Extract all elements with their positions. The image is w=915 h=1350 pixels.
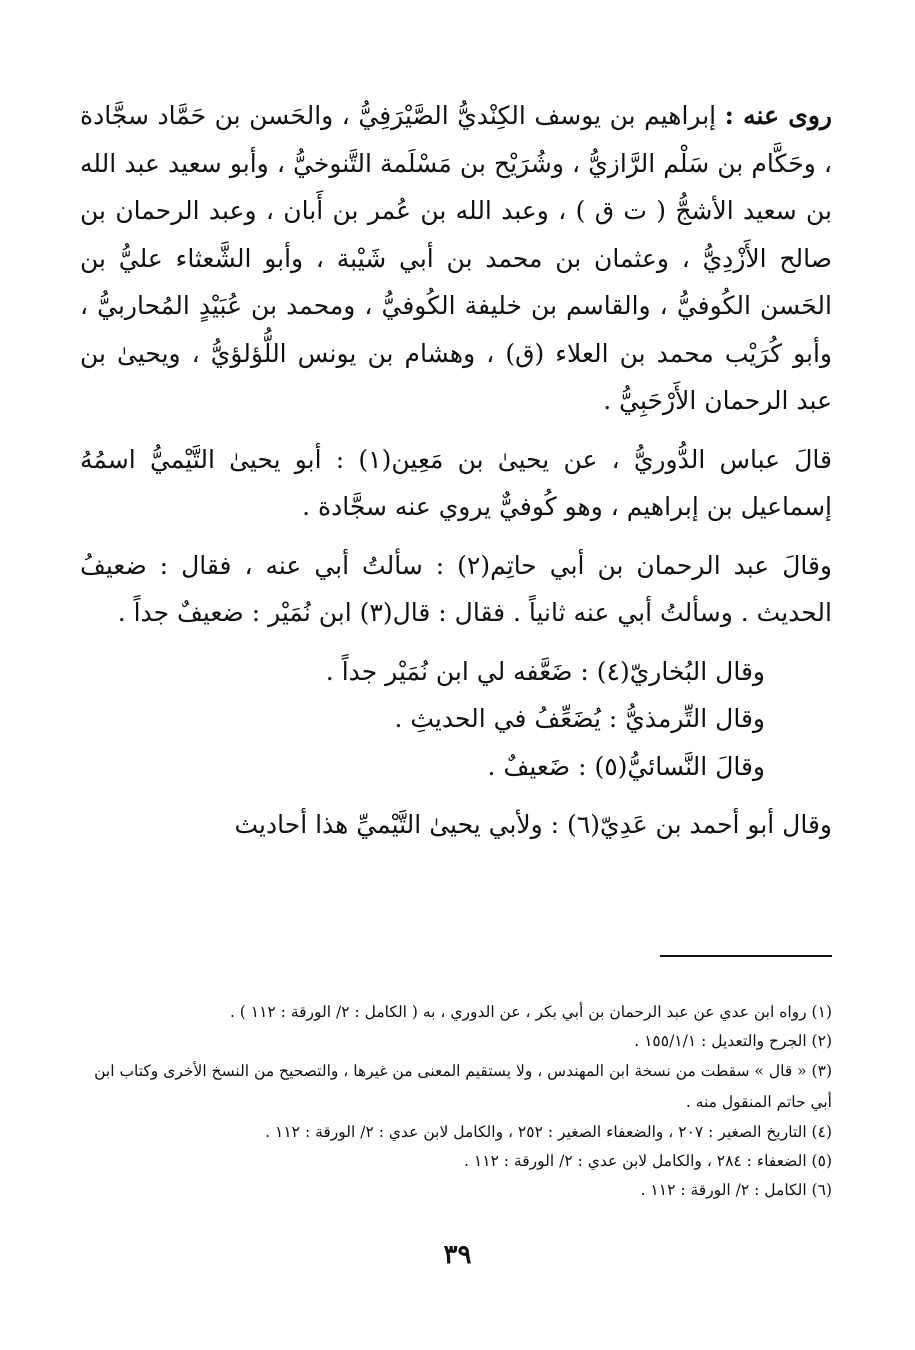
footnote-3: (٣) « قال » سقطت من نسخة ابن المهندس ، ولا يستقيم المعنى من غيرها ، والتصحيح من النسخ الأخرى وكتاب ابن أبي حاتم المنقول منه . <box>94 1062 832 1111</box>
tirmidhi-quote: وقال التِّرمذيُّ : يُضَعِّفُ في الحديثِ . <box>394 704 765 733</box>
footnote-6: (٦) الكامل : ٢/ الورقة : ١١٢ . <box>640 1181 832 1199</box>
footnote-4: (٤) التاريخ الصغير : ٢٠٧ ، والضعفاء الصغير : ٢٥٢ ، والكامل لابن عدي : ٢/ الورقة : ١١٢ . <box>265 1123 832 1141</box>
nasai-quote: وقالَ النَّسائيُّ(٥) : ضَعيفٌ . <box>487 751 765 781</box>
narrators-paragraph <box>80 92 832 425</box>
bukhari-quote: وقال البُخاريّ(٤) : ضَعَّفه لي ابن نُمَيْر جداً . <box>325 656 765 686</box>
ibn-adi-paragraph: وقال أبو أحمد بن عَدِيّ(٦) : ولأبي يحيىٰ التَّيْميِّ هذا أحاديث <box>234 810 832 839</box>
footnote-separator <box>660 955 832 957</box>
page-number: ٣٩ <box>443 1240 472 1270</box>
ibn-abi-hatim-paragraph: وقالَ عبد الرحمان بن أبي حاتِم(٢) : سألتُ أبي عنه ، فقال : ضعيفُ الحديث . وسألتُ أبي عنه ثانياً . فقال : قال(٣) ابن نُمَيْر : ضعيفٌ جداً . <box>80 550 833 627</box>
main-text <box>80 92 832 849</box>
narrators-list: إبراهيم بن يوسف الكِنْديُّ الصَّيْرَفِيُّ ، والحَسن بن حَمَّاد سجَّادة ، وحَكَّام بن سَلْم الرَّازيُّ ، وشُرَيْح بن مَسْلَمة التَّنوخيُّ ، وأبو سعيد عبد الله بن سعيد الأشجُّ ( ت ق ) ، وعبد الله بن عُمر بن أَبان ، وعبد الرحمان بن صالح الأَزْدِيُّ ، وعثمان بن محمد بن أبي شَيْبة ، وأبو الشَّعثاء عليُّ بن الحَسن الكُوفيُّ ، والقاسم بن خليفة الكُوفيُّ ، ومحمد بن عُبَيْدٍ المُحاربيُّ ، وأبو كُرَيْب محمد بن العلاء (ق) ، وهشام بن يونس اللُّؤلؤيُّ ، ويحيىٰ بن عبد الرحمان الأَرْحَبِيُّ . <box>80 101 832 415</box>
footnote-2: (٢) الجرح والتعديل : ١٥٥/١/١ . <box>634 1032 832 1050</box>
footnotes <box>80 998 832 1205</box>
footnote-5: (٥) الضعفاء : ٢٨٤ ، والكامل لابن عدي : ٢/ الورقة : ١١٢ . <box>464 1152 832 1170</box>
narrated-from-label: روى عنه : <box>724 101 832 130</box>
abbas-doori-paragraph: قالَ عباس الدُّوريُّ ، عن يحيىٰ بن مَعِين(١) : أبو يحيىٰ التَّيْميُّ اسمُهُ إسماعيل بن إبراهيم ، وهو كُوفيٌّ يروي عنه سجَّادة . <box>80 444 832 521</box>
footnote-1: (١) رواه ابن عدي عن عبد الرحمان بن أبي بكر ، عن الدوري ، به ( الكامل : ٢/ الورقة : ١١٢ ) . <box>229 1003 832 1021</box>
